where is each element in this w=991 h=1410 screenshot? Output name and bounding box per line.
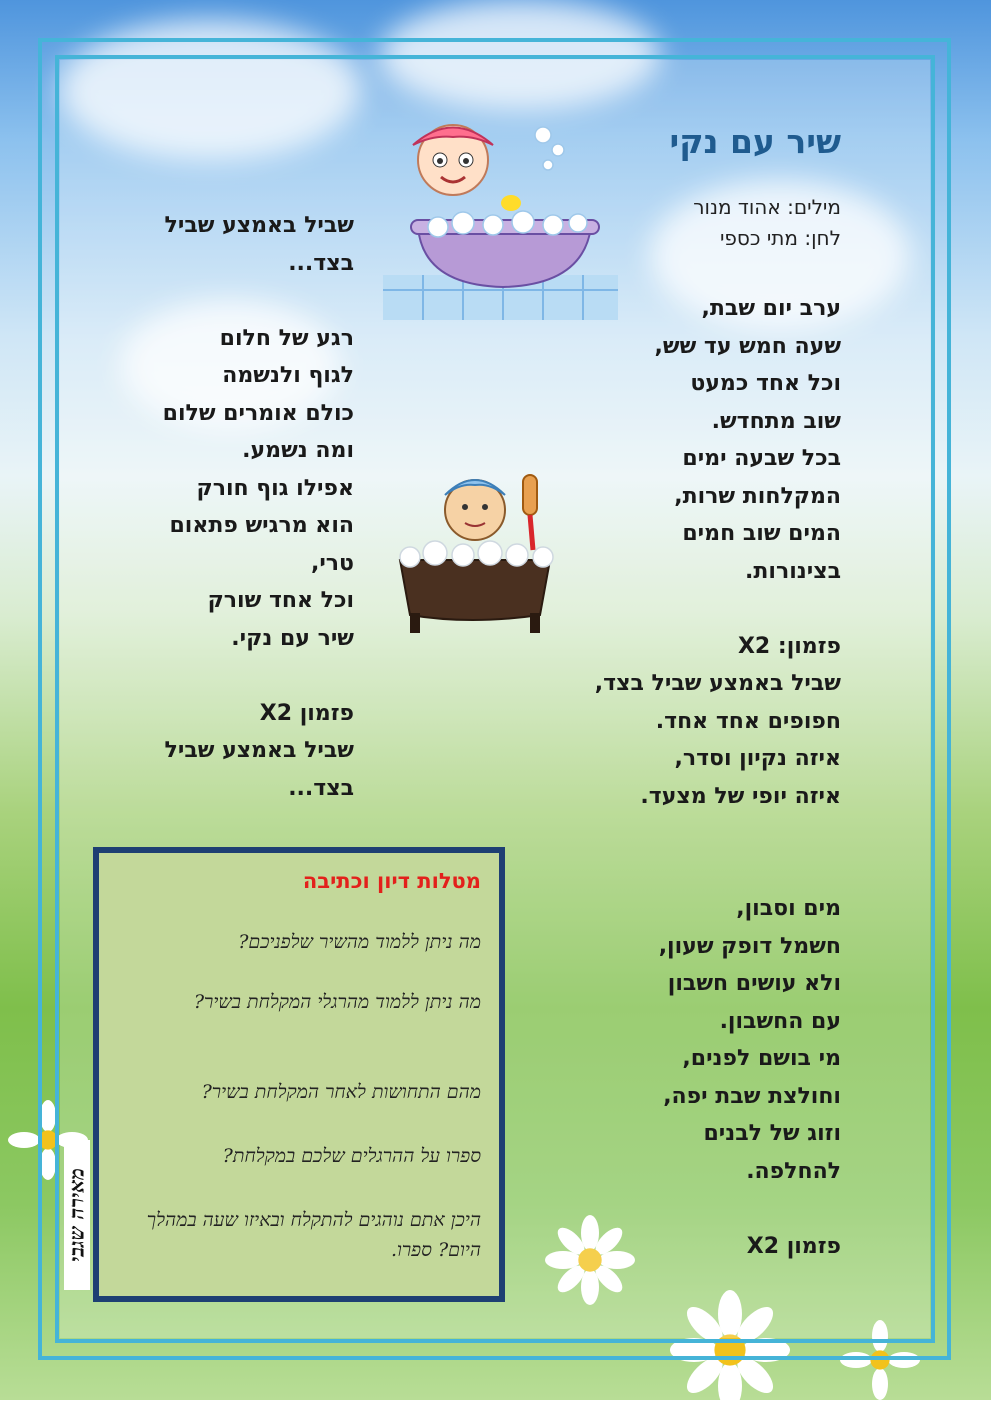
lyric-line: בצינורות. [745,558,841,584]
lyric-line: הוא מרגיש פתאום [169,513,354,538]
discussion-tasks-title: מטלות דיון וכתיבה [302,869,481,893]
lyric-line: שעה חמש עד שש, [654,333,841,359]
lyric-line: בצד... [288,775,354,801]
lyric-line: איזה יופי של מצעד. [640,783,841,809]
discussion-tasks-box [93,847,505,1302]
lyrics-left-column [114,207,354,807]
lyric-line: עם החשבון. [719,1008,841,1034]
question-item: מה ניתן ללמוד מהרגלי המקלחת בשיר? [193,991,481,1013]
lyric-line: מים וסבון, [736,896,841,921]
lyric-line: וכל אחד שורק [207,588,354,613]
chorus-label: פזמון X2 [259,700,354,726]
lyric-line: טרי, [310,550,354,576]
lyric-line: איזה נקיון וסדר, [674,746,841,771]
author-signature [64,1140,90,1290]
music-credit: לחן: מתי כספי [719,226,841,250]
lyric-line: וכל אחד כמעט [690,371,841,396]
words-credit: מילים: אהוד מנור [693,195,841,219]
question-item: מה ניתן ללמוד מהשיר שלפניכם? [238,931,481,953]
song-credits [693,192,841,254]
lyric-line: שביל באמצע שביל [164,738,354,763]
lyric-line: שוב מתחדש. [711,408,841,434]
lyric-line: המקלחות שרות, [674,483,841,509]
lyric-line: וחולצת שבת יפה, [663,1083,841,1109]
lyric-line: חפופים אחד אחד. [655,708,841,734]
question-item: מהם התחושות לאחר המקלחת בשיר? [201,1081,481,1103]
lyric-line: כולם אומרים שלום [162,400,354,426]
lyric-line: בכל שבעה ימים [682,446,841,471]
question-item: היכן אתם נוהגים להתקלח ובאיזו שעה במהלך היום? ספרו. [146,1209,481,1261]
lyric-line: ערב יום שבת, [701,296,841,321]
question-item: ספרו על ההרגלים שלכם במקלחת? [222,1145,481,1167]
chorus-label: פזמון X2 [746,1233,841,1259]
lyric-line: לגוף ולנשמה [222,363,354,388]
lyric-line: וזוג של לבנים [703,1121,841,1146]
lyric-line: ולא עושים חשבון [667,971,841,996]
lyric-line: רגע של חלום [219,325,354,351]
lyric-line: שביל באמצע שביל [164,213,354,238]
lyric-line: המים שוב חמים [682,521,841,546]
chorus-label: פזמון: X2 [737,633,841,659]
lyric-line: מי בושם לפנים, [682,1046,841,1071]
lyric-line: להחלפה. [746,1158,841,1184]
lyric-line: ומה נשמע. [242,438,354,463]
song-title: שיר עם נקי [669,122,841,161]
author-signature-text: מאירה שגבי [64,1168,89,1262]
lyric-line: אפילו גוף חורק [196,475,354,501]
lyrics-right-column [511,290,841,1265]
lyric-line: שביל באמצע שביל בצד, [594,671,841,696]
lyric-line: חשמל דופק שעון, [658,933,841,959]
lyric-line: שיר עם נקי. [231,625,354,651]
lyric-line: בצד... [288,250,354,276]
